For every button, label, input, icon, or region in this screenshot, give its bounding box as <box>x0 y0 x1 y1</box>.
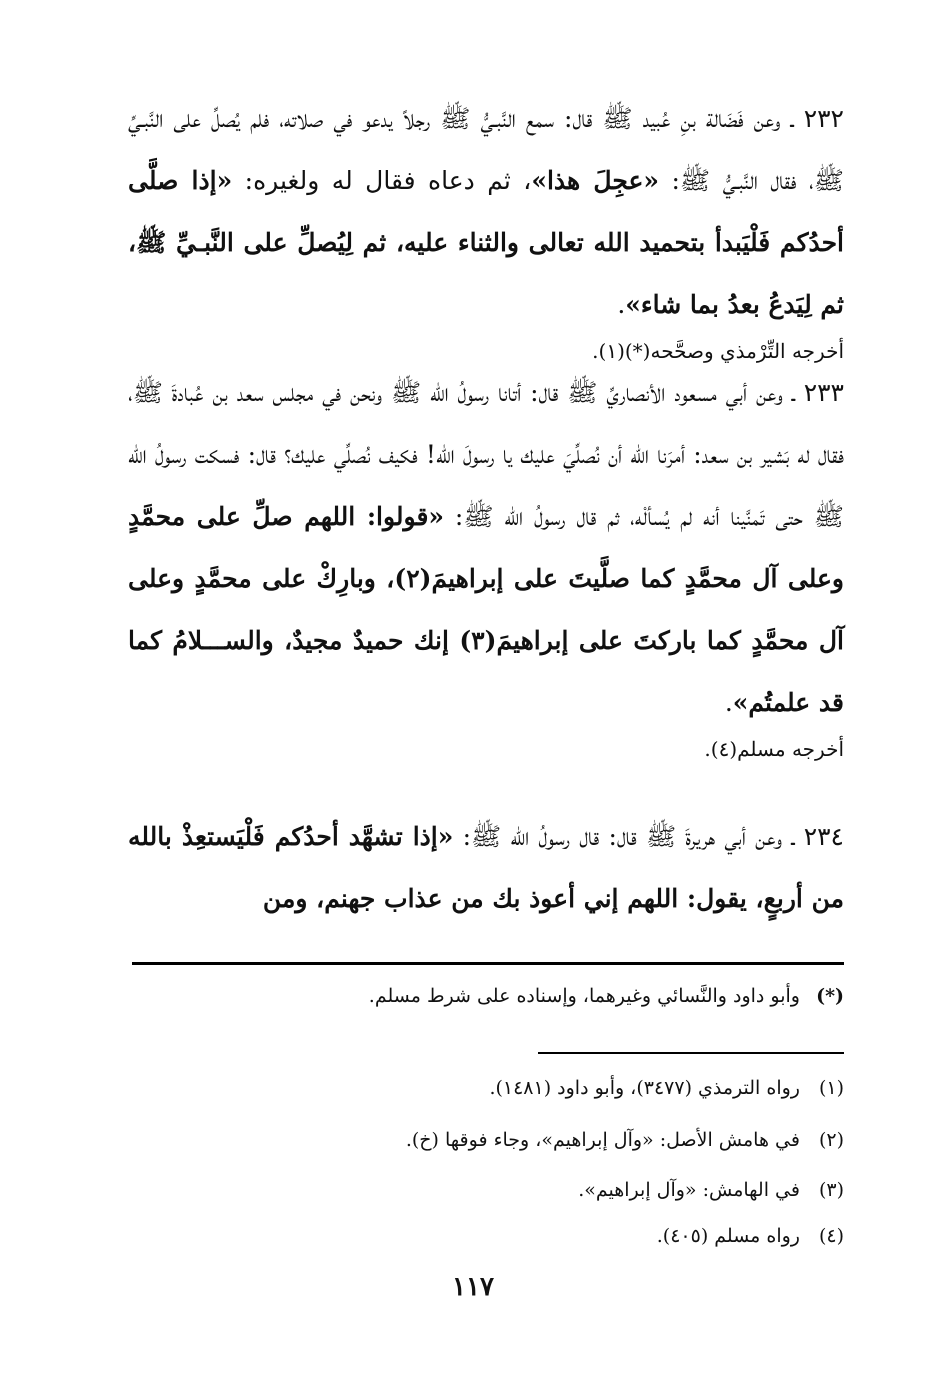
hadith-233-source: أخرجه مسلم(٤). <box>704 737 844 761</box>
hadith-232-source: أخرجه التِّرْمذي وصحَّحه(*)(١). <box>592 339 844 363</box>
hadith-232-text <box>128 88 844 336</box>
hadith-233-quote: «قولوا: اللهم صلِّ على محمَّدٍ وعلى آل محمَّدٍ كما صلَّيتَ على إبراهيمَ(٢)، وبارِكْ على محمَّدٍ وعلى آل محمَّدٍ كما باركتَ على إبراهيمَ(٣) إنك حميدٌ مجيدٌ، والســـلامُ كما قد علمتُم» <box>128 502 845 717</box>
hadith-234-text <box>128 806 844 930</box>
footnote-2-text: في هامش الأصل: «وآل إبراهيم»، وجاء فوقها (خ). <box>405 1129 800 1151</box>
hadith-232-quote-1: «عجِلَ هذا» <box>531 166 660 195</box>
star-note-text: وأبو داود والنَّسائي وغيرهما، وإسناده على شرط مسلم. <box>368 985 800 1007</box>
footnote-1-text: رواه الترمذي (٣٤٧٧)، وأبو داود (١٤٨١). <box>489 1077 800 1099</box>
footnote-2-num: (٢) <box>818 1129 844 1151</box>
footnote-separator <box>132 962 844 965</box>
page-number: ١١٧ <box>452 1272 494 1302</box>
star-note-mark: (*) <box>816 985 844 1007</box>
footnote-3 <box>128 1176 844 1204</box>
hadith-232-mid: ، ثم دعاه فقال له ولغيره: <box>244 166 532 195</box>
footnote-2 <box>128 1126 844 1154</box>
hadith-233 <box>128 362 844 764</box>
footnote-1 <box>128 1074 844 1102</box>
hadith-234-quote: «إذا تشهَّد أحدُكم فَلْيَستعِذْ بالله من أربعٍ، يقول: اللهم إني أعوذ بك من عذاب جهنم، ومن <box>128 822 844 913</box>
hadith-234 <box>128 806 844 930</box>
footnote-4-num: (٤) <box>818 1225 844 1247</box>
footnote-4-text: رواه مسلم (٤٠٥). <box>656 1225 800 1247</box>
hadith-232-lead: ٢٣٢ ـ وعن فَضَالة بنِ عُبيد ﷺ قال: سمع النَّبـيُّ ﷺ رجلاً يدعو في صلاته، فلم يُصلِّ على النَّبـيِّ ﷺ، فقال النَّبـيُّ ﷺ: <box>128 104 844 195</box>
footnotes-rule <box>538 1052 844 1054</box>
footnote-3-text: في الهامش: «وآل إبراهيم». <box>578 1179 800 1201</box>
hadith-233-text <box>128 362 844 734</box>
hadith-233-end: . <box>724 688 733 717</box>
footnote-4 <box>128 1222 844 1250</box>
star-note <box>128 982 844 1010</box>
hadith-232-quote-2: «إذا صلَّى أحدُكم فَلْيَبدأ بتحميد الله تعالى والثناء عليه، ثم لِيُصلِّ على النَّبـيِّ ﷺ، ثم لِيَدعُ بعدُ بما شاء» <box>128 166 844 319</box>
hadith-232-end: . <box>617 290 626 319</box>
footnote-3-num: (٣) <box>818 1179 844 1201</box>
footnote-1-num: (١) <box>818 1077 844 1099</box>
hadith-233-lead: ٢٣٣ ـ وعن أبي مسعود الأنصاريِّ ﷺ قال: أتانا رسولُ الله ﷺ ونحن في مجلس سعد بن عُبادةَ ﷺ، فقال له بَشير بن سعد: أمرَنا الله أن نُصلِّيَ عليك يا رسولَ الله! فكيف نُصلِّي عليك؟ قال: فسكت رسولُ الله ﷺ حتى تَمنَّينا أنه لم يُسألْه، ثم قال رسولُ الله ﷺ: <box>128 378 845 531</box>
hadith-232 <box>128 88 844 366</box>
hadith-234-lead: ٢٣٤ ـ وعن أبي هريرةَ ﷺ قال: قال رسولُ الله ﷺ: <box>462 822 844 851</box>
